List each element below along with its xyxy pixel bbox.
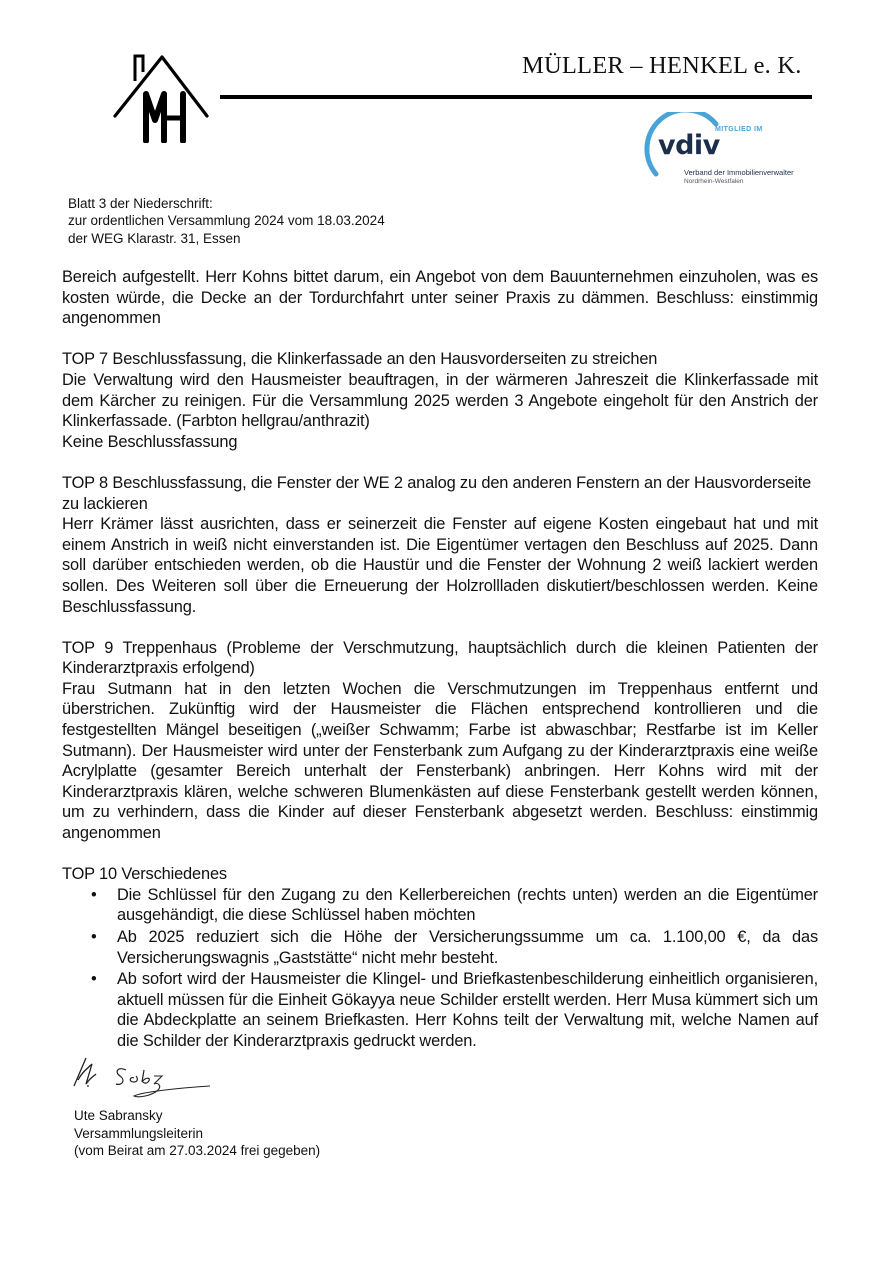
meeting-label: zur ordentlichen Versammlung 2024 vom 18.03.2024 [68,213,385,229]
list-item-text: Die Schlüssel für den Zugang zu den Kellerbereichen (rechts unten) werden an die Eigentümer ausgehändigt, die diese Schlüssel haben möchten [117,885,818,925]
top9-text: Frau Sutmann hat in den letzten Wochen die Verschmutzungen im Treppenhaus entfernt und überstrichen. Zukünftig wird der Hausmeister die Flächen entsprechend kontrollieren und die festgestellten Mängel beseitigen („weißer Schwamm; Farbe ist abwaschbar; Restfarbe ist im Keller Sutmann). Der Hausmeister wird unter der Fensterbank zum Aufgang zu der Kinderarztpraxis eine weiße Acrylplatte (gesamter Bereich unterhalt der Fensterbank) anbringen. Herr Kohns wird mit der Kinderarztpraxis klären, welche schweren Blumenkästen auf diese Fensterbank gestellt werden können, um zu verhindern, dass die Kinder auf dieser Fensterbank abgesetzt werden. Beschluss: einstimmig angenommen [62,679,818,843]
top7-text: Die Verwaltung wird den Hausmeister beauftragen, in der wärmeren Jahreszeit die Klinkerfassade mit dem Kärcher zu reinigen. Für die Versammlung 2025 werden 3 Angebote eingeholt für den Anstrich der Klinkerfassade. (Farbton hellgrau/anthrazit) [62,370,818,431]
minutes-body [62,267,818,1053]
company-logo-icon [110,48,210,143]
signer-name: Ute Sabransky [74,1108,163,1123]
top10-title: TOP 10 Verschiedenes [62,865,227,884]
bullet-icon: • [91,928,97,946]
top9-title: TOP 9 Treppenhaus (Probleme der Verschmutzung, hauptsächlich durch die kleinen Patienten der Kinderarztpraxis erfolgend) [62,638,818,678]
top8-title: TOP 8 Beschlussfassung, die Fenster der WE 2 analog zu den anderen Fenstern an der Hausvorderseite zu lackieren [62,473,812,513]
signature-block [74,1107,320,1160]
top10-list [62,885,818,1052]
bullet-icon: • [91,885,97,904]
vdiv-membership-logo [644,112,804,192]
vdiv-member-label: MITGLIED IM [715,126,763,133]
document-meta [68,195,385,247]
top7-result: Keine Beschlussfassung [62,432,238,451]
property-label: der WEG Klarastr. 31, Essen [68,230,241,246]
list-item-text: Ab sofort wird der Hausmeister die Klingel- und Briefkastenbeschilderung einheitlich organisieren, aktuell müssen für die Einheit Gökayya neue Schilder erstellt werden. Herr Musa kümmert sich um die Abdeckplatte an seinem Briefkasten. Herr Kohns teilt der Verwaltung mit, welche Namen auf die Schilder der Kinderarztpraxis gedruckt werden. [117,970,818,1050]
intro-paragraph: Bereich aufgestellt. Herr Kohns bittet darum, ein Angebot von dem Bauunternehmen einzuholen, was es kosten würde, die Decke an der Tordurchfahrt unter seiner Praxis zu dämmen. Beschluss: einstimmig angenommen [62,268,818,328]
list-item [62,927,818,968]
vdiv-subtitle: Verband der Immobilienverwalter [684,168,794,177]
approval-note: (vom Beirat am 27.03.2024 frei gegeben) [74,1143,321,1158]
list-item [62,885,818,926]
list-item-text: Ab 2025 reduziert sich die Höhe der Versicherungssumme um ca. 1.100,00 €, da das Versicherungswagnis „Gaststätte“ nicht mehr besteht. [117,928,818,967]
sheet-label: Blatt 3 der Niederschrift: [68,196,213,211]
top8-text: Herr Krämer lässt ausrichten, dass er seinerzeit die Fenster auf eigene Kosten eingebaut hat und mit einem Anstrich in weiß nicht einverstanden ist. Die Eigentümer vertagen den Beschluss auf 2025. Dann soll darüber entschieden werden, ob die Haustür und die Fenster der Wohnung 2 weiß lackiert werden sollen. Des Weiteren soll über die Erneuerung der Holzrollladen diskutiert/beschlossen werden. Keine Beschlussfassung. [62,515,818,616]
vdiv-brand: vdiv [658,130,720,161]
header-divider [220,95,812,99]
top7-title: TOP 7 Beschlussfassung, die Klinkerfassade an den Hausvorderseiten zu streichen [62,350,658,369]
signer-role: Versammlungsleiterin [74,1125,204,1141]
company-name: MÜLLER – HENKEL e. K. [522,52,802,79]
bullet-icon: • [91,970,97,989]
handwritten-signature-icon [68,1050,228,1102]
vdiv-region: Nordrhein-Westfalen [684,178,744,185]
list-item [62,969,818,1051]
